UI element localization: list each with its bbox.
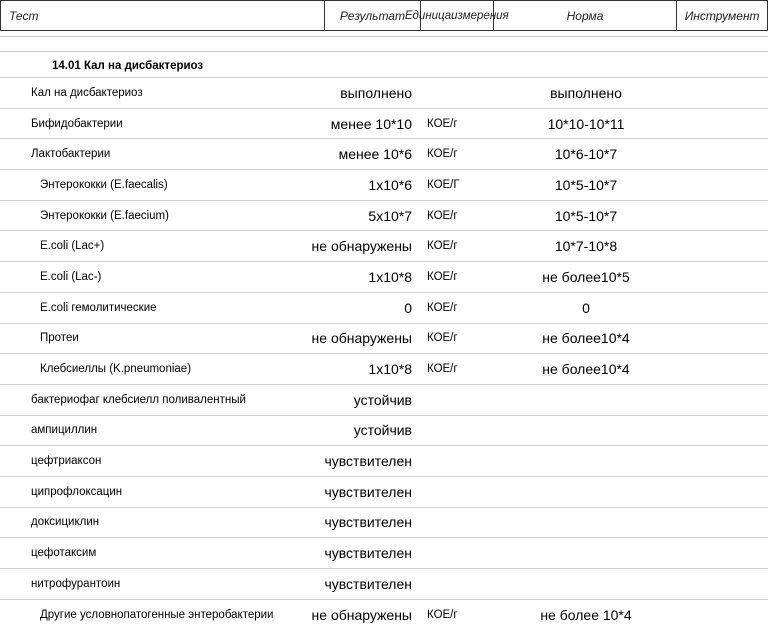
result-value: выполнено <box>340 84 412 101</box>
norm-value: не более 10*4 <box>540 606 632 623</box>
table-row <box>0 108 768 139</box>
test-name: ципрофлоксацин <box>31 485 123 498</box>
result-value: 1x10*8 <box>368 361 412 378</box>
results-table <box>0 77 768 629</box>
result-value: чувствителен <box>324 453 412 470</box>
unit-value: КОЕ/г <box>427 332 458 345</box>
unit-value: КОЕ/г <box>427 117 458 130</box>
unit-value: КОЕ/г <box>427 209 458 222</box>
table-row <box>0 261 768 292</box>
table-row <box>0 476 768 507</box>
header-test: Тест <box>1 1 325 30</box>
norm-value <box>495 385 677 415</box>
section-title: 14.01 Кал на дисбактериоз <box>52 60 204 72</box>
test-name: Протеи <box>40 332 79 345</box>
norm-value: 10*7-10*8 <box>554 238 618 255</box>
table-row <box>0 445 768 476</box>
test-name: E.coli (Lac-) <box>40 270 102 283</box>
result-value: 0 <box>404 299 412 316</box>
unit-value: КОЕ/г <box>427 608 458 621</box>
header-norm: Норма <box>494 1 677 30</box>
norm-value: не более10*5 <box>542 268 630 285</box>
result-value: устойчив <box>353 391 412 408</box>
unit-value: КОЕ/г <box>427 363 458 376</box>
result-value: чувствителен <box>324 483 412 500</box>
header-instrument: Инструмент <box>684 8 760 23</box>
result-value: не обнаружены <box>311 330 412 347</box>
table-row <box>0 292 768 323</box>
header-unit-line2: измерения <box>451 9 509 22</box>
table-row <box>0 384 768 415</box>
norm-value: 10*5-10*7 <box>554 207 618 224</box>
table-row <box>0 200 768 231</box>
table-row <box>0 230 768 261</box>
table-row <box>0 323 768 354</box>
header-result: Результат <box>325 1 421 30</box>
test-name: Кал на дисбактериоз <box>31 86 143 99</box>
result-value: менее 10*6 <box>338 146 412 163</box>
norm-value: 0 <box>582 299 590 316</box>
table-row <box>0 415 768 446</box>
test-name: доксициклин <box>31 516 100 529</box>
norm-value <box>495 477 677 507</box>
header-spacer-row <box>0 36 768 52</box>
table-row <box>0 77 768 108</box>
table-row <box>0 537 768 568</box>
result-value: не обнаружены <box>311 238 412 255</box>
result-value: менее 10*10 <box>330 115 412 132</box>
norm-value: не более10*4 <box>542 361 630 378</box>
test-name: бактериофаг клебсиелл поливалентный <box>31 393 246 406</box>
test-name: Лактобактерии <box>31 148 111 161</box>
result-value: устойчив <box>353 422 412 439</box>
result-value: 5x10*7 <box>368 207 412 224</box>
test-name: Бифидобактерии <box>31 117 123 130</box>
test-name: E.coli (Lac+) <box>40 240 105 253</box>
unit-value: КОЕ/г <box>427 270 458 283</box>
norm-value: 10*5-10*7 <box>554 176 618 193</box>
table-row <box>0 353 768 384</box>
table-row <box>0 599 768 630</box>
norm-value: 10*6-10*7 <box>554 146 618 163</box>
norm-value <box>495 508 677 538</box>
norm-value <box>495 446 677 476</box>
table-header <box>0 0 768 31</box>
test-name: ампициллин <box>31 424 98 437</box>
test-name: цефтриаксон <box>31 455 102 468</box>
header-unit-line1: Единица <box>404 9 452 22</box>
result-value: чувствителен <box>324 514 412 531</box>
table-row <box>0 138 768 169</box>
test-name: Энтерококки (E.faecium) <box>40 209 169 222</box>
result-value: чувствителен <box>324 545 412 562</box>
test-name: Другие условнопатогенные энтеробактерии <box>40 608 274 621</box>
result-value: 1x10*8 <box>368 268 412 285</box>
unit-value: КОЕ/г <box>427 301 458 314</box>
unit-value: КОЕ/г <box>427 240 458 253</box>
test-name: E.coli гемолитические <box>40 301 157 314</box>
result-value: 1x10*6 <box>368 176 412 193</box>
test-name: нитрофурантоин <box>31 577 121 590</box>
table-row <box>0 169 768 200</box>
table-row <box>0 507 768 538</box>
test-name: цефотаксим <box>31 547 97 560</box>
norm-value: 10*10-10*11 <box>547 115 625 132</box>
result-value: не обнаружены <box>311 606 412 623</box>
test-name: Энтерококки (E.faecalis) <box>40 178 168 191</box>
norm-value: выполнено <box>550 84 622 101</box>
norm-value: не более10*4 <box>542 330 630 347</box>
norm-value <box>495 416 677 446</box>
norm-value <box>495 538 677 568</box>
result-value: чувствителен <box>324 575 412 592</box>
table-row <box>0 568 768 599</box>
unit-value: КОЕ/г <box>427 148 458 161</box>
unit-value: КОЕ/Г <box>427 178 460 191</box>
test-name: Клебсиеллы (K.pneumoniae) <box>40 363 192 376</box>
norm-value <box>495 569 677 599</box>
header-unit <box>404 1 509 30</box>
